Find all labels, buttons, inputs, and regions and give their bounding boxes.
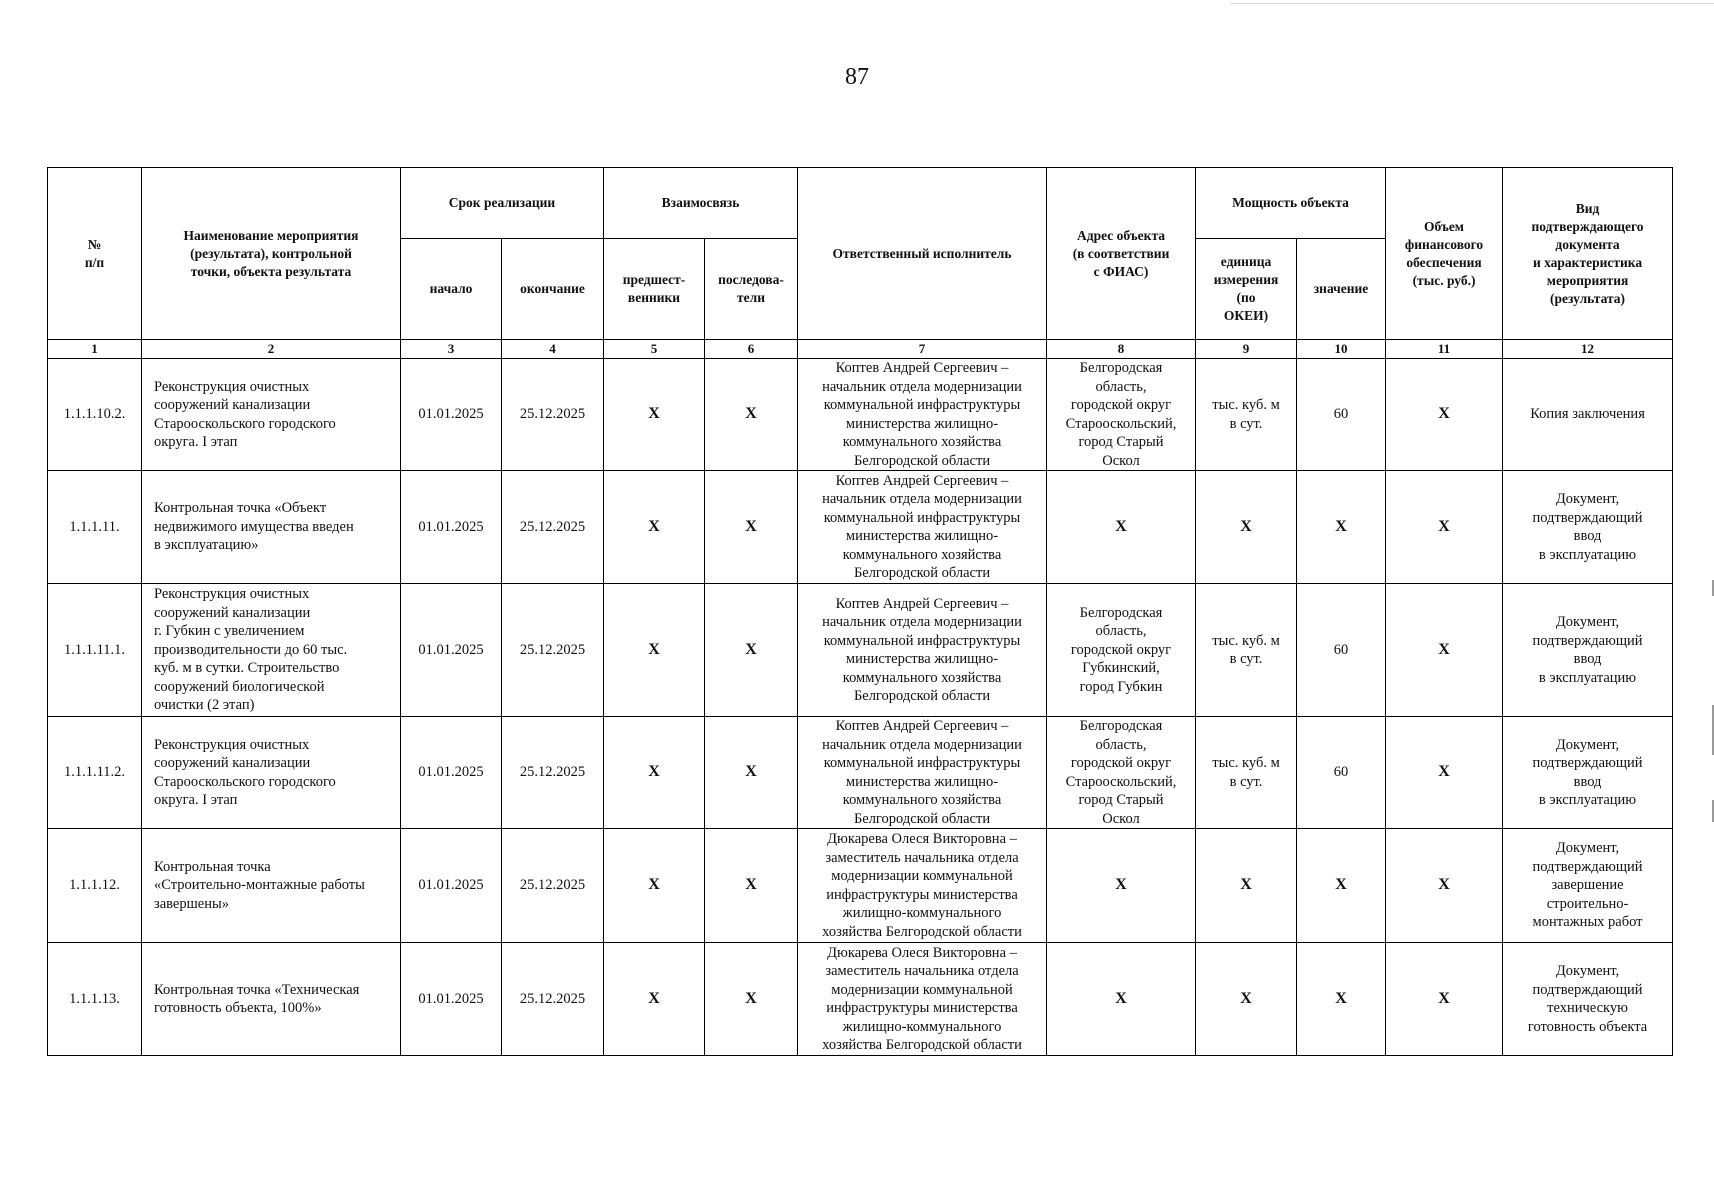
row-successors: X bbox=[705, 829, 798, 943]
row-end-date: 25.12.2025 bbox=[502, 717, 604, 829]
row-start-date: 01.01.2025 bbox=[401, 584, 502, 717]
row-address: Белгородская область, городской округ Старооскольский, город Старый Оскол bbox=[1047, 359, 1196, 471]
table-row bbox=[48, 943, 1673, 1056]
row-number: 1.1.1.10.2. bbox=[48, 359, 142, 471]
table-row bbox=[48, 584, 1673, 717]
column-number: 1 bbox=[48, 340, 142, 359]
header-link-prev: предшест- венники bbox=[604, 239, 705, 340]
table-row bbox=[48, 829, 1673, 943]
column-number: 11 bbox=[1386, 340, 1503, 359]
row-start-date: 01.01.2025 bbox=[401, 943, 502, 1056]
header-capacity-value: значение bbox=[1297, 239, 1386, 340]
column-number-row bbox=[48, 340, 1673, 359]
row-start-date: 01.01.2025 bbox=[401, 471, 502, 584]
row-successors: X bbox=[705, 359, 798, 471]
row-end-date: 25.12.2025 bbox=[502, 471, 604, 584]
header-row-1 bbox=[48, 168, 1673, 239]
header-doc: Вид подтверждающего документа и характеристика мероприятия (результата) bbox=[1503, 168, 1673, 340]
row-executor: Коптев Андрей Сергеевич – начальник отдела модернизации коммунальной инфраструктуры министерства жилищно- коммунального хозяйства Белгородской области bbox=[798, 584, 1047, 717]
header-finance: Объем финансового обеспечения (тыс. руб.) bbox=[1386, 168, 1503, 340]
row-name: Контрольная точка «Техническая готовность объекта, 100%» bbox=[142, 943, 401, 1056]
row-number: 1.1.1.13. bbox=[48, 943, 142, 1056]
row-capacity-unit: тыс. куб. м в сут. bbox=[1196, 717, 1297, 829]
row-predecessors: X bbox=[604, 359, 705, 471]
row-predecessors: X bbox=[604, 829, 705, 943]
row-capacity-unit: X bbox=[1196, 471, 1297, 584]
row-executor: Коптев Андрей Сергеевич – начальник отдела модернизации коммунальной инфраструктуры министерства жилищно- коммунального хозяйства Белгородской области bbox=[798, 471, 1047, 584]
row-document: Документ, подтверждающий ввод в эксплуатацию bbox=[1503, 471, 1673, 584]
row-finance: X bbox=[1386, 584, 1503, 717]
row-number: 1.1.1.11.2. bbox=[48, 717, 142, 829]
row-executor: Дюкарева Олеся Викторовна – заместитель начальника отдела модернизации коммунальной инфраструктуры министерства жилищно-коммунального хозяйства Белгородской области bbox=[798, 943, 1047, 1056]
column-number: 6 bbox=[705, 340, 798, 359]
header-executor: Ответственный исполнитель bbox=[798, 168, 1047, 340]
column-number: 10 bbox=[1297, 340, 1386, 359]
row-capacity-value: 60 bbox=[1297, 359, 1386, 471]
row-predecessors: X bbox=[604, 717, 705, 829]
row-address: X bbox=[1047, 471, 1196, 584]
row-capacity-unit: X bbox=[1196, 943, 1297, 1056]
row-start-date: 01.01.2025 bbox=[401, 829, 502, 943]
column-number: 5 bbox=[604, 340, 705, 359]
row-document: Документ, подтверждающий завершение строительно- монтажных работ bbox=[1503, 829, 1673, 943]
row-capacity-value: 60 bbox=[1297, 717, 1386, 829]
header-link-next: последова- тели bbox=[705, 239, 798, 340]
row-finance: X bbox=[1386, 359, 1503, 471]
scan-artifact-line bbox=[1230, 3, 1714, 4]
row-capacity-unit: X bbox=[1196, 829, 1297, 943]
row-end-date: 25.12.2025 bbox=[502, 584, 604, 717]
row-number: 1.1.1.11. bbox=[48, 471, 142, 584]
row-executor: Коптев Андрей Сергеевич – начальник отдела модернизации коммунальной инфраструктуры министерства жилищно- коммунального хозяйства Белгородской области bbox=[798, 717, 1047, 829]
row-name: Реконструкция очистных сооружений канализации Старооскольского городского округа. I этап bbox=[142, 717, 401, 829]
column-number: 4 bbox=[502, 340, 604, 359]
row-end-date: 25.12.2025 bbox=[502, 943, 604, 1056]
row-capacity-value: X bbox=[1297, 943, 1386, 1056]
header-period-start: начало bbox=[401, 239, 502, 340]
row-predecessors: X bbox=[604, 471, 705, 584]
row-finance: X bbox=[1386, 943, 1503, 1056]
row-successors: X bbox=[705, 943, 798, 1056]
row-executor: Коптев Андрей Сергеевич – начальник отдела модернизации коммунальной инфраструктуры министерства жилищно- коммунального хозяйства Белгородской области bbox=[798, 359, 1047, 471]
column-number: 3 bbox=[401, 340, 502, 359]
row-address: X bbox=[1047, 829, 1196, 943]
row-successors: X bbox=[705, 584, 798, 717]
row-address: Белгородская область, городской округ Губкинский, город Губкин bbox=[1047, 584, 1196, 717]
table-row bbox=[48, 717, 1673, 829]
row-capacity-unit: тыс. куб. м в сут. bbox=[1196, 359, 1297, 471]
header-name: Наименование мероприятия (результата), контрольной точки, объекта результата bbox=[142, 168, 401, 340]
row-document: Документ, подтверждающий ввод в эксплуатацию bbox=[1503, 717, 1673, 829]
page-number: 87 bbox=[845, 64, 869, 90]
row-capacity-value: 60 bbox=[1297, 584, 1386, 717]
row-address: Белгородская область, городской округ Старооскольский, город Старый Оскол bbox=[1047, 717, 1196, 829]
row-name: Контрольная точка «Объект недвижимого имущества введен в эксплуатацию» bbox=[142, 471, 401, 584]
header-period: Срок реализации bbox=[401, 168, 604, 239]
column-number: 12 bbox=[1503, 340, 1673, 359]
row-end-date: 25.12.2025 bbox=[502, 359, 604, 471]
row-executor: Дюкарева Олеся Викторовна – заместитель начальника отдела модернизации коммунальной инфраструктуры министерства жилищно-коммунального хозяйства Белгородской области bbox=[798, 829, 1047, 943]
row-successors: X bbox=[705, 717, 798, 829]
row-document: Копия заключения bbox=[1503, 359, 1673, 471]
header-link: Взаимосвязь bbox=[604, 168, 798, 239]
table-row bbox=[48, 471, 1673, 584]
row-predecessors: X bbox=[604, 943, 705, 1056]
header-period-end: окончание bbox=[502, 239, 604, 340]
column-number: 7 bbox=[798, 340, 1047, 359]
row-document: Документ, подтверждающий ввод в эксплуатацию bbox=[1503, 584, 1673, 717]
row-name: Реконструкция очистных сооружений канализации Старооскольского городского округа. I этап bbox=[142, 359, 401, 471]
column-number: 8 bbox=[1047, 340, 1196, 359]
row-capacity-value: X bbox=[1297, 829, 1386, 943]
implementation-plan-table bbox=[47, 167, 1673, 1056]
row-name: Реконструкция очистных сооружений канализации г. Губкин с увеличением производительности до 60 тыс. куб. м в сутки. Строительство сооружений биологической очистки (2 этап) bbox=[142, 584, 401, 717]
row-successors: X bbox=[705, 471, 798, 584]
column-number: 2 bbox=[142, 340, 401, 359]
row-end-date: 25.12.2025 bbox=[502, 829, 604, 943]
row-address: X bbox=[1047, 943, 1196, 1056]
header-capacity-unit: единица измерения (по ОКЕИ) bbox=[1196, 239, 1297, 340]
row-capacity-value: X bbox=[1297, 471, 1386, 584]
header-num: № п/п bbox=[48, 168, 142, 340]
row-number: 1.1.1.11.1. bbox=[48, 584, 142, 717]
row-start-date: 01.01.2025 bbox=[401, 717, 502, 829]
row-capacity-unit: тыс. куб. м в сут. bbox=[1196, 584, 1297, 717]
column-number: 9 bbox=[1196, 340, 1297, 359]
row-finance: X bbox=[1386, 829, 1503, 943]
header-address: Адрес объекта (в соответствии с ФИАС) bbox=[1047, 168, 1196, 340]
row-number: 1.1.1.12. bbox=[48, 829, 142, 943]
row-finance: X bbox=[1386, 471, 1503, 584]
row-finance: X bbox=[1386, 717, 1503, 829]
row-start-date: 01.01.2025 bbox=[401, 359, 502, 471]
row-document: Документ, подтверждающий техническую готовность объекта bbox=[1503, 943, 1673, 1056]
row-name: Контрольная точка «Строительно-монтажные работы завершены» bbox=[142, 829, 401, 943]
row-predecessors: X bbox=[604, 584, 705, 717]
table-row bbox=[48, 359, 1673, 471]
header-capacity: Мощность объекта bbox=[1196, 168, 1386, 239]
